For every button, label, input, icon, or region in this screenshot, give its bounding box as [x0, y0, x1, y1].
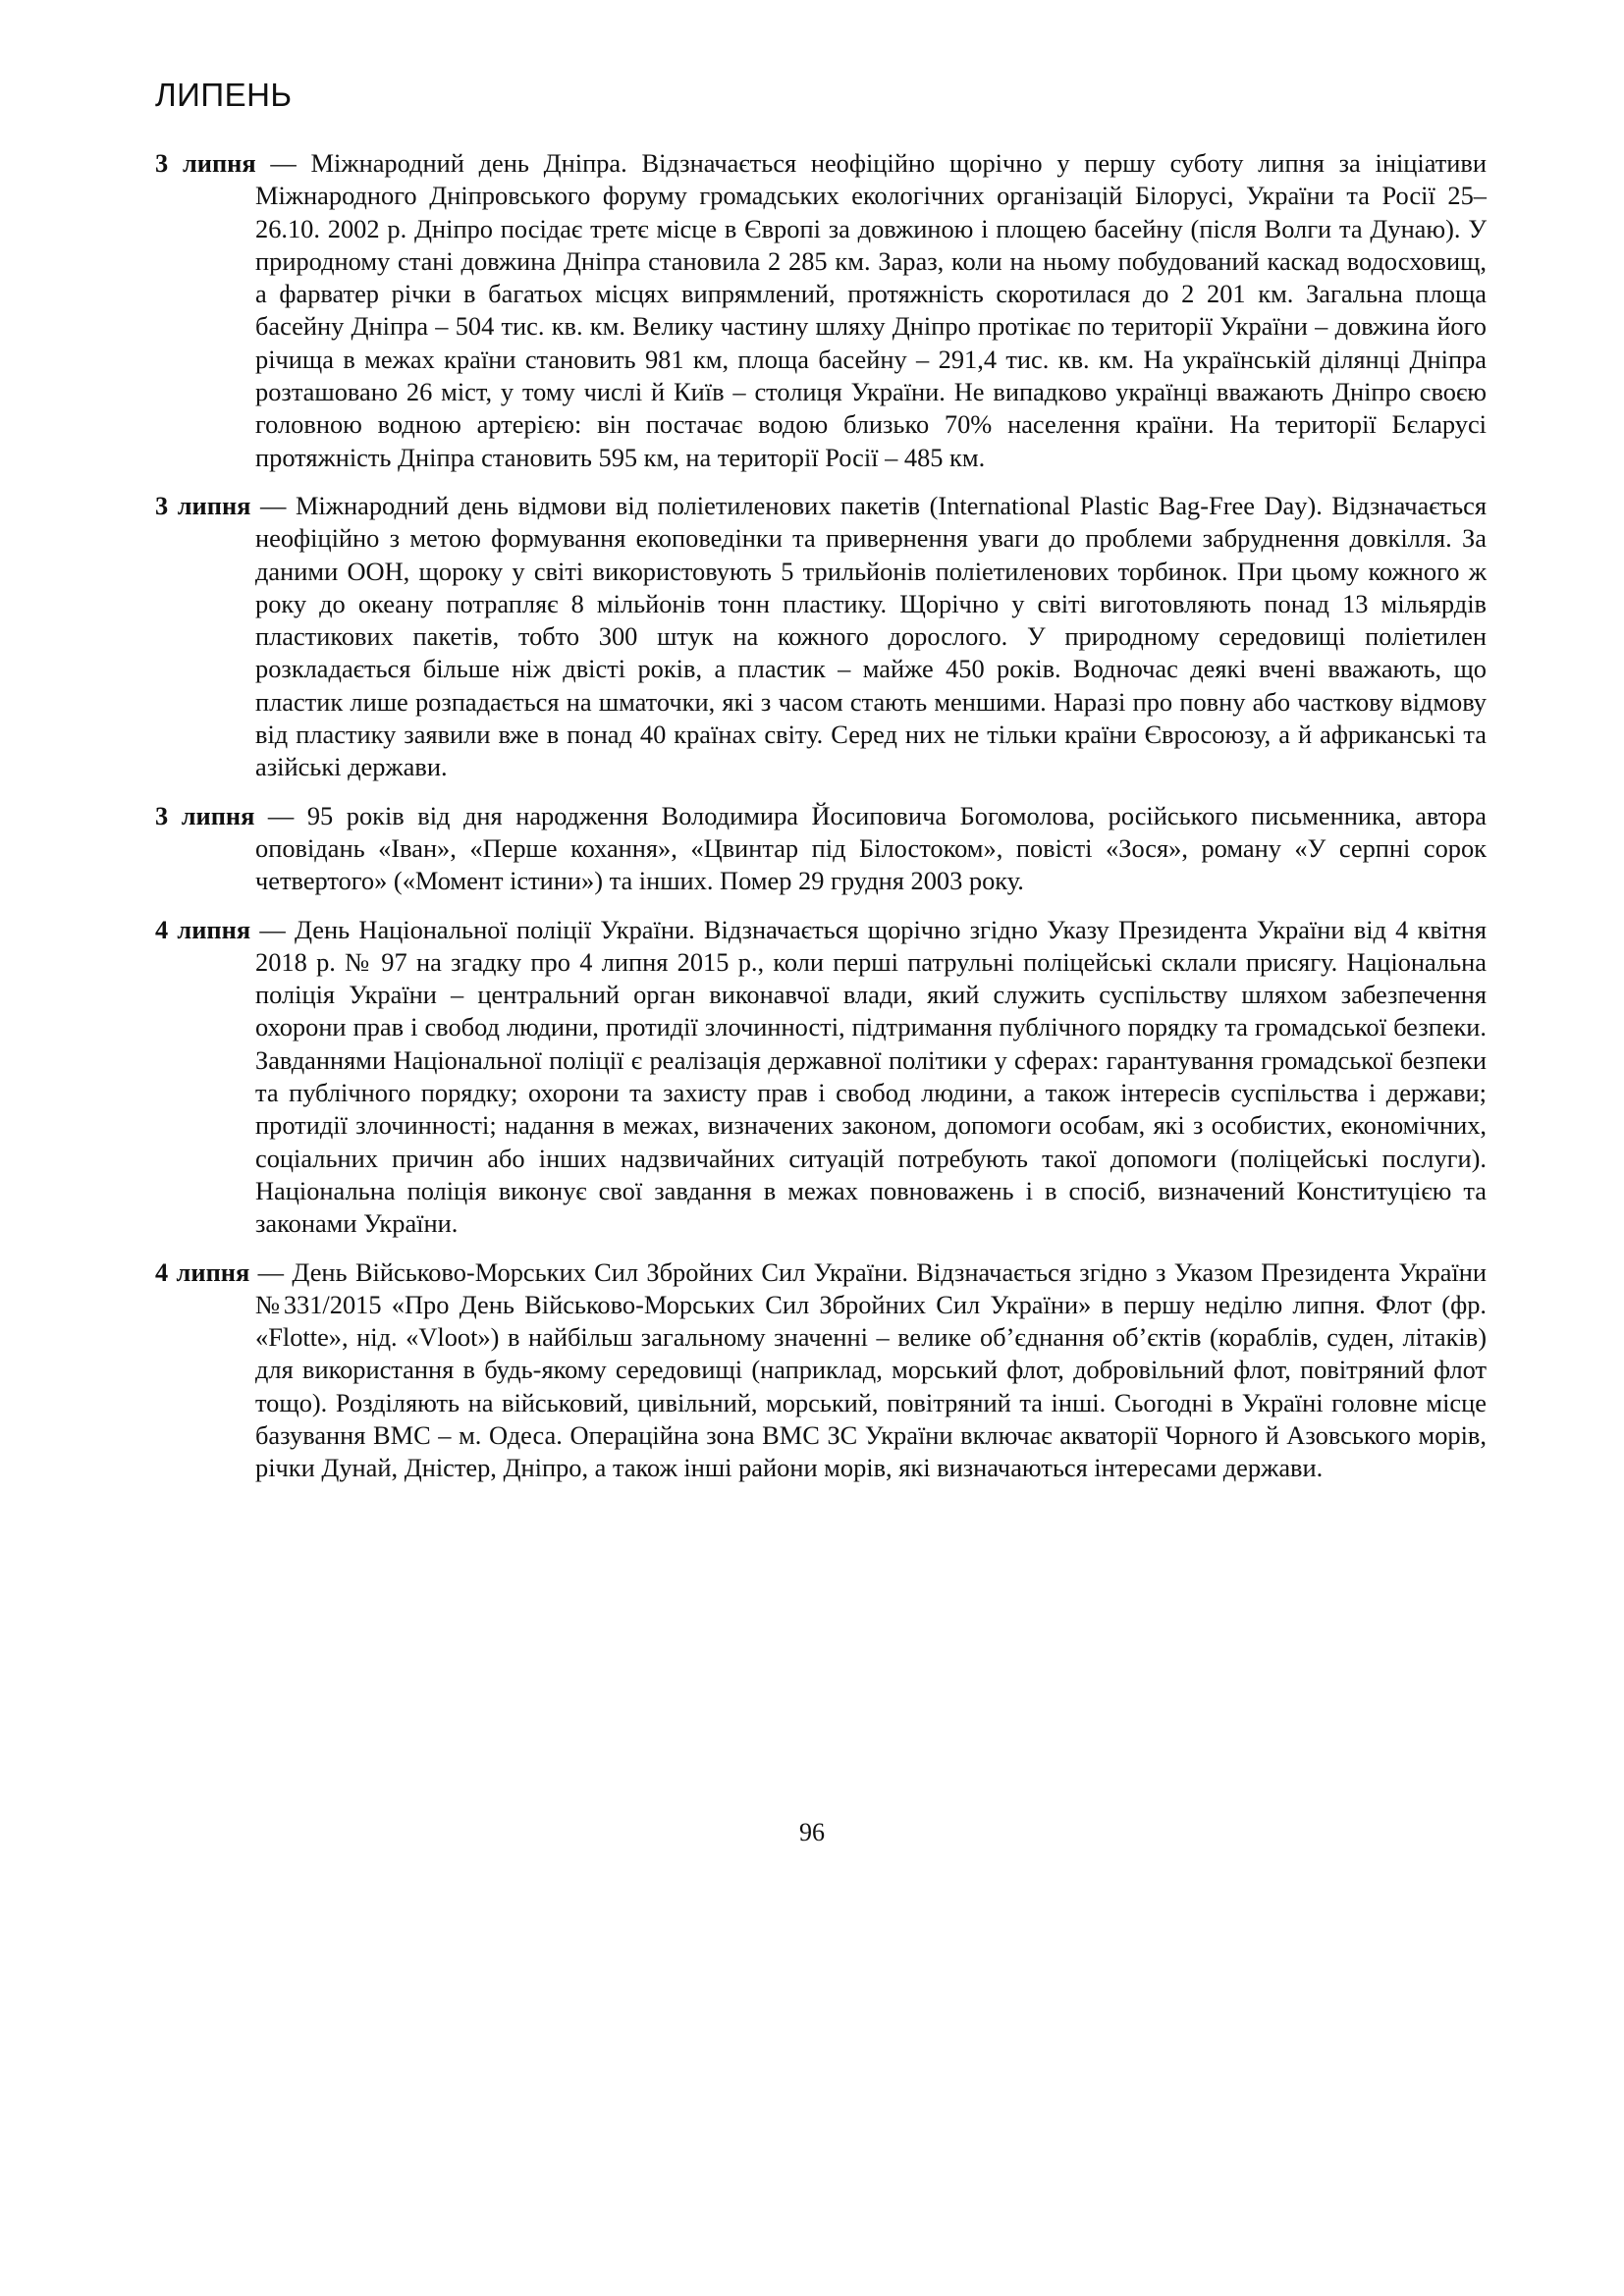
section-title: ЛИПЕНЬ	[155, 77, 293, 113]
entry-plastic-bag-free-day: 3 липня — Міжнародний день відмови від поліетиленових пакетів (International Plastic Bag-Free Day). Відзначається неофіційно з метою формування екоповедінки та привернення уваги до проблеми забруднення довкілля. За даними ООН, щороку у світі використовують 5 трильйонів поліетиленових торбинок. При цьому кожного ж року до океану потрапляє 8 мільйонів тонн пластику. Щорічно у світі виготовляють понад 13 мільярдів пластикових пакетів, тобто 300 штук на кожного дорослого. У природному середовищі поліетилен розкладається більше ніж двісті років, а пластик – майже 450 років. Водночас деякі вчені вважають, що пластик лише розпадається на шматочки, які з часом стають меншими. Наразі про повну або часткову відмову від пластику заявили вже в понад 40 країнах світу. Серед них не тільки країни Євросоюзу, а й африканські та азійські держави.	[155, 490, 1487, 782]
entry-text: День Військово-Морських Сил Збройних Сил України. Відзначається згідно з Указом Президента України №331/2015 «Про День Військово-Морських Сил Збройних Сил України» в першу неділю липня. Флот (фр. «Flotte», нід. «Vloot») в найбільш загальному значенні – велике об’єднання об’єктів (кораблів, суден, літаків) для використання в будь-якому середовищі (наприклад, морський флот, добровільний флот, повітряний флот тощо). Розділяють на військовий, цивільний, морський, повітряний та інші. Сьогодні в Україні головне місце базування ВМС – м. Одеса. Операційна зона ВМС ЗС України включає акваторії Чорного й Азовського морів, річки Дунай, Дністер, Дніпро, а також інші райони морів, які визначаються інтересами держави.	[255, 1256, 1487, 1483]
entry-dnipro-day: 3 липня — Міжнародний день Дніпра. Відзначається неофіційно щорічно у першу суботу липня за ініціативи Міжнародного Дніпровського форуму громадських екологічних організацій Білорусі, України та Росії 25–26.10. 2002 р. Дніпро посідає третє місце в Європі за довжиною і площею басейну (після Волги та Дунаю). У природному стані довжина Дніпра становила 2 285 км. Зараз, коли на ньому побудований каскад водосховищ, а фарватер річки в багатьох місцях випрямлений, протяжність скоротилася до 2 201 км. Загальна площа басейну Дніпра – 504 тис. кв. км. Велику частину шляху Дніпро протікає по території України – довжина його річища в межах країни становить 981 км, площа басейну – 291,4 тис. кв. км. На українській ділянці Дніпра розташовано 26 міст, у тому числі й Київ – столиця України. Не випадково українці вважають Дніпро своєю головною водною артерією: він постачає водою близько 70% населення країни. На території Бєларусі протяжність Дніпра становить 595 км, на території Росії – 485 км.	[155, 148, 1488, 472]
entry-national-police-day: 4 липня — День Національної поліції України. Відзначається щорічно згідно Указу Президента України від 4 квітня 2018 р. № 97 на згадку про 4 липня 2015 р., коли перші патрульні поліцейські склали присягу. Національна поліція України – центральний орган виконавчої влади, який служить суспільству шляхом забезпечення охорони прав і свобод людини, протидії злочинності, підтримання публічного порядку та громадської безпеки. Завданнями Національної поліції є реалізація державної політики у сферах: гарантування громадської безпеки та публічного порядку; охорони та захисту прав і свобод людини, а також інтересів суспільства і держави; протидії злочинності; надання в межах, визначених законом, допомоги особам, які з особистих, економічних, соціальних причин або інших надзвичайних ситуацій потребують такої допомоги (поліцейські послуги). Національна поліція виконує свої завдання в межах повноважень і в спосіб, визначений Конституцією та законами України.	[155, 914, 1487, 1239]
entry-date: 3 липня	[155, 490, 251, 520]
entry-date: 4 липня	[155, 1256, 250, 1287]
entries-list	[155, 147, 1487, 1501]
entry-bogomolov-anniversary: 3 липня — 95 років від дня народження Володимира Йосиповича Богомолова, російського письменника, автора оповідань «Іван», «Перше кохання», «Цвинтар під Білостоком», повісті «Зося», роману «У серпні сорок четвертого» («Момент істини») та інших. Помер 29 грудня 2003 року.	[155, 800, 1488, 896]
entry-date: 3 липня	[155, 148, 256, 178]
entry-navy-day: 4 липня — День Військово-Морських Сил Збройних Сил України. Відзначається згідно з Указом Президента України №331/2015 «Про День Військово-Морських Сил Збройних Сил України» в першу неділю липня. Флот (фр. «Flotte», нід. «Vloot») в найбільш загальному значенні – велике об’єднання об’єктів (кораблів, суден, літаків) для використання в будь-якому середовищі (наприклад, морський флот, добровільний флот, повітряний флот тощо). Розділяють на військовий, цивільний, морський, повітряний та інші. Сьогодні в Україні головне місце базування ВМС – м. Одеса. Операційна зона ВМС ЗС України включає акваторії Чорного й Азовського морів, річки Дунай, Дністер, Дніпро, а також інші райони морів, які визначаються інтересами держави.	[155, 1256, 1487, 1483]
entry-date: 3 липня	[155, 800, 255, 830]
entry-text: 95 років від дня народження Володимира Йосиповича Богомолова, російського письменника, автора оповідань «Іван», «Перше кохання», «Цвинтар під Білостоком», повісті «Зося», роману «У серпні сорок четвертого» («Момент істини») та інших. Помер 29 грудня 2003 року.	[255, 800, 1488, 896]
entry-date: 4 липня	[155, 914, 251, 944]
entry-text: День Національної поліції України. Відзначається щорічно згідно Указу Президента України від 4 квітня 2018 р. № 97 на згадку про 4 липня 2015 р., коли перші патрульні поліцейські склали присягу. Національна поліція України – центральний орган виконавчої влади, який служить суспільству шляхом забезпечення охорони прав і свобод людини, протидії злочинності, підтримання публічного порядку та громадської безпеки. Завданнями Національної поліції є реалізація державної політики у сферах: гарантування громадської безпеки та публічного порядку; охорони та захисту прав і свобод людини, а також інтересів суспільства і держави; протидії злочинності; надання в межах, визначених законом, допомоги особам, які з особистих, економічних, соціальних причин або інших надзвичайних ситуацій потребують такої допомоги (поліцейські послуги). Національна поліція виконує свої завдання в межах повноважень і в спосіб, визначений Конституцією та законами України.	[255, 914, 1487, 1239]
page-number: 96	[799, 1818, 825, 1846]
entry-text: Міжнародний день Дніпра. Відзначається неофіційно щорічно у першу суботу липня за ініціативи Міжнародного Дніпровського форуму громадських екологічних організацій Білорусі, України та Росії 25–26.10. 2002 р. Дніпро посідає третє місце в Європі за довжиною і площею басейну (після Волги та Дунаю). У природному стані довжина Дніпра становила 2 285 км. Зараз, коли на ньому побудований каскад водосховищ, а фарватер річки в багатьох місцях випрямлений, протяжність скоротилася до 2 201 км. Загальна площа басейну Дніпра – 504 тис. кв. км. Велику частину шляху Дніпро протікає по території України – довжина його річища в межах країни становить 981 км, площа басейну – 291,4 тис. кв. км. На українській ділянці Дніпра розташовано 26 міст, у тому числі й Київ – столиця України. Не випадково українці вважають Дніпро своєю головною водною артерією: він постачає водою близько 70% населення країни. На території Бєларусі протяжність Дніпра становить 595 км, на території Росії – 485 км.	[255, 148, 1488, 472]
entry-text: Міжнародний день відмови від поліетиленових пакетів (International Plastic Bag-Free Day). Відзначається неофіційно з метою формування екоповедінки та привернення уваги до проблеми забруднення довкілля. За даними ООН, щороку у світі використовують 5 трильйонів поліетиленових торбинок. При цьому кожного ж року до океану потрапляє 8 мільйонів тонн пластику. Щорічно у світі виготовляють понад 13 мільярдів пластикових пакетів, тобто 300 штук на кожного дорослого. У природному середовищі поліетилен розкладається більше ніж двісті років, а пластик – майже 450 років. Водночас деякі вчені вважають, що пластик лише розпадається на шматочки, які з часом стають меншими. Наразі про повну або часткову відмову від пластику заявили вже в понад 40 країнах світу. Серед них не тільки країни Євросоюзу, а й африканські та азійські держави.	[255, 490, 1487, 782]
